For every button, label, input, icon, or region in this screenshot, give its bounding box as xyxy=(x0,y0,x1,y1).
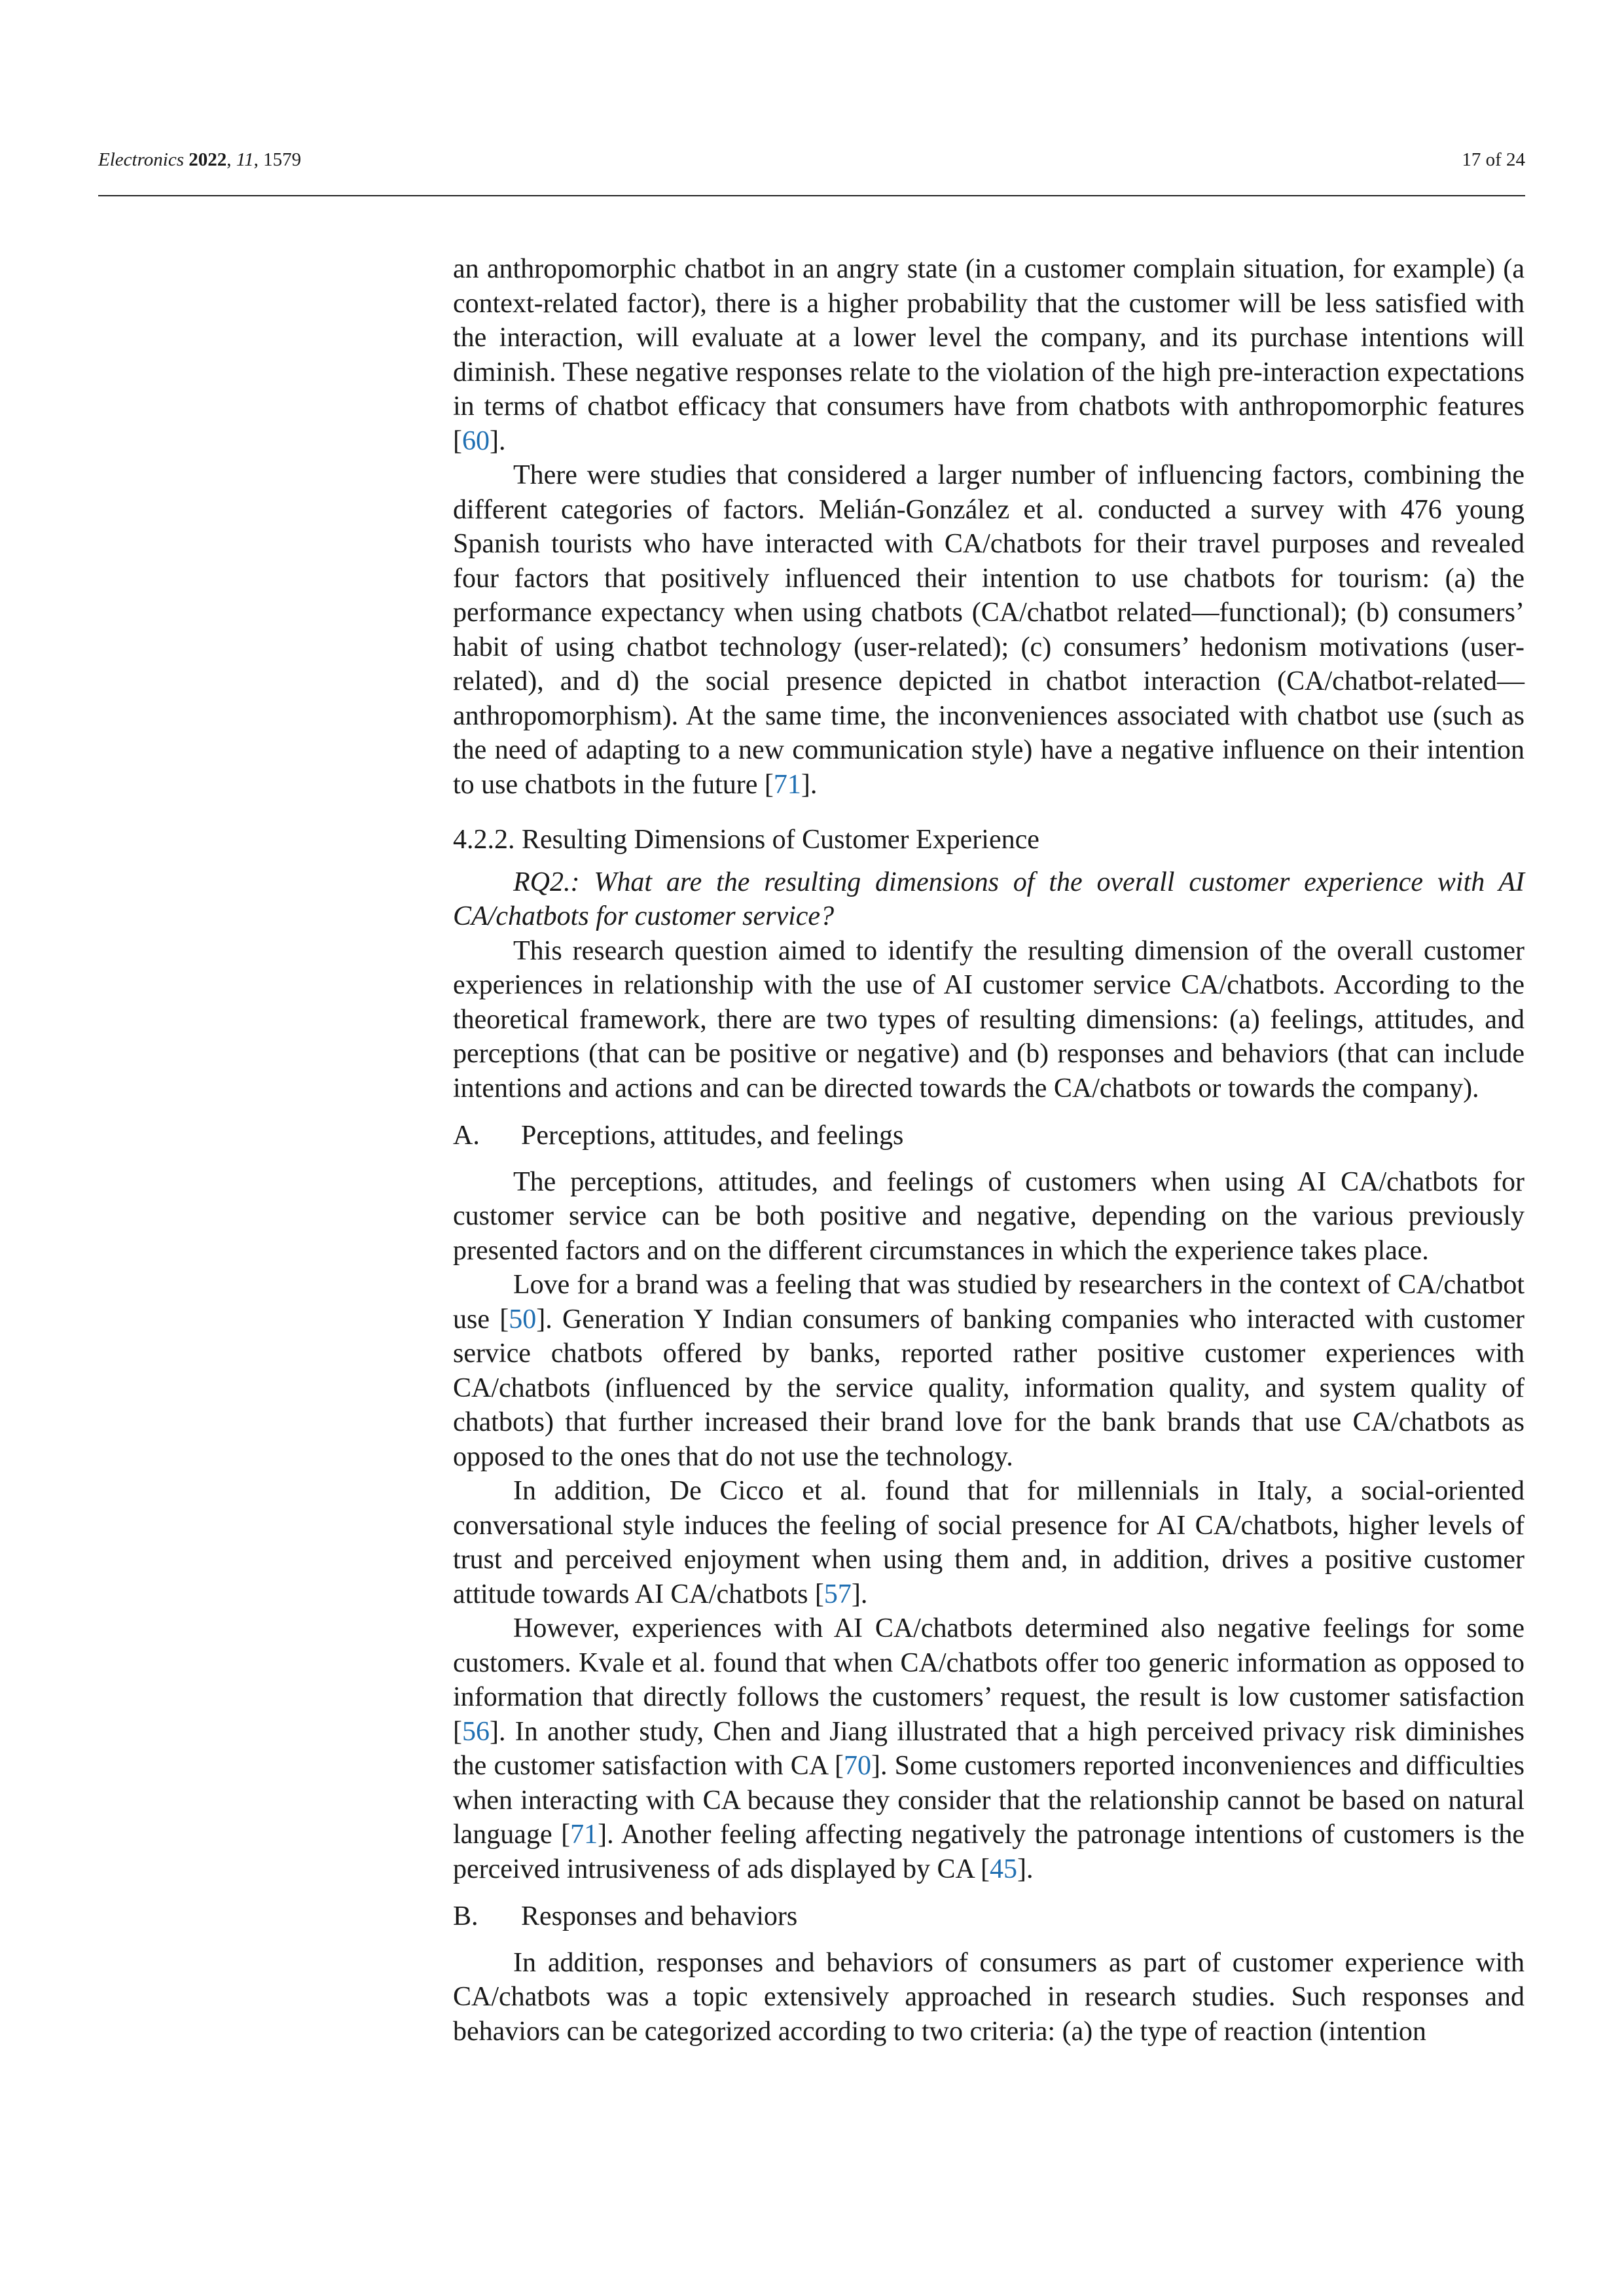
article-number: 1579 xyxy=(263,149,302,170)
page-number: 17 of 24 xyxy=(1462,149,1525,170)
paragraph: Love for a brand was a feeling that was studied by researchers in the context of CA/chatbot use [50]. Generation Y Indian consumers of banking companies who interacted with customer service chatbots offered by banks, reported rather positive customer experiences with CA/chatbots (influenced by the service quality, information quality, and system quality of chatbots) that further increased their brand love for the bank brands that use CA/chatbots as opposed to the ones that do not use the technology. xyxy=(453,1270,1525,1472)
paragraph: This research question aimed to identify the resulting dimension of the overall customer experiences in relationship with the use of AI customer service CA/chatbots. According to the theoretical framework, there are two types of resulting dimensions: (a) feelings, attitudes, and perceptions (that can be positive or negative) and (b) responses and behaviors (that can include intentions and actions and can be directed towards the CA/chatbots or towards the company). xyxy=(453,935,1525,1103)
list-title: Perceptions, attitudes, and feelings xyxy=(521,1121,904,1151)
list-title: Responses and behaviors xyxy=(521,1901,798,1931)
list-item-a xyxy=(453,1119,1525,1153)
journal-volume: 11 xyxy=(236,149,254,170)
citation-link[interactable]: 70 xyxy=(843,1751,871,1781)
running-header xyxy=(98,149,1525,196)
paragraph: There were studies that considered a larger number of influencing factors, combining the different categories of factors. Melián-González et al. conducted a survey with 476 young Spanish tourists who have interacted with CA/chatbots for their travel purposes and revealed four factors that positively influenced their intention to use chatbots for tourism: (a) the performance expectancy when using chatbots (CA/chatbot related—functional); (b) consumers’ habit of using chatbot technology (user-related); (c) consumers’ hedonism motivations (user-related), and d) the social presence depicted in chatbot interaction (CA/chatbot-related—anthropomorphism). At the same time, the inconveniences associated with chatbot use (such as the need of adapting to a new communication style) have a negative influence on their intention to use chatbots in the future [71]. xyxy=(453,460,1525,800)
citation-link[interactable]: 45 xyxy=(989,1854,1017,1884)
list-marker: B. xyxy=(453,1901,478,1931)
list-item-b xyxy=(453,1899,1525,1934)
section-heading: 4.2.2. Resulting Dimensions of Customer Experience xyxy=(453,825,1039,855)
journal-name: Electronics xyxy=(98,149,184,170)
research-question: RQ2.: What are the resulting dimensions of the overall customer experience with AI CA/chatbots for customer service? xyxy=(453,867,1525,931)
body-text xyxy=(453,252,1525,2049)
citation-link[interactable]: 56 xyxy=(462,1716,490,1747)
paragraph: However, experiences with AI CA/chatbots determined also negative feelings for some customers. Kvale et al. found that when CA/chatbots offer too generic information as opposed to information that directly follows the customers’ request, the result is low customer satisfaction [56]. In another study, Chen and Jiang illustrated that a high perceived privacy risk diminishes the customer satisfaction with CA [70]. Some customers reported inconveniences and difficulties when interacting with CA because they consider that the relationship cannot be based on natural language [71]. Another feeling affecting negatively the patronage intentions of customers is the perceived intrusiveness of ads displayed by CA [45]. xyxy=(453,1613,1525,1884)
paragraph: In addition, responses and behaviors of consumers as part of customer experience with CA/chatbots was a topic extensively approached in research studies. Such responses and behaviors can be categorized according to two criteria: (a) the type of reaction (intention xyxy=(453,1947,1525,2047)
citation-link[interactable]: 60 xyxy=(462,425,490,456)
citation-link[interactable]: 71 xyxy=(570,1820,598,1850)
list-marker: A. xyxy=(453,1121,480,1151)
citation-link[interactable]: 57 xyxy=(823,1579,852,1609)
paragraph: an anthropomorphic chatbot in an angry state (in a customer complain situation, for example) (a context-related factor), there is a higher probability that the customer will be less satisfied with the interaction, will evaluate at a lower level the company, and its purchase intentions will diminish. These negative responses relate to the violation of the high pre-interaction expectations in terms of chatbot efficacy that consumers have from chatbots with anthropomorphic features [60]. xyxy=(453,254,1525,456)
paragraph: In addition, De Cicco et al. found that for millennials in Italy, a social-oriented conversational style induces the feeling of social presence for AI CA/chatbots, higher levels of trust and perceived enjoyment when using them and, in addition, drives a positive customer attitude towards AI CA/chatbots [57]. xyxy=(453,1476,1525,1609)
journal-year: 2022 xyxy=(189,149,227,170)
journal-citation: Electronics 2022, 11, 1579 xyxy=(98,149,302,170)
citation-link[interactable]: 71 xyxy=(773,769,801,800)
paragraph: The perceptions, attitudes, and feelings of customers when using AI CA/chatbots for customer service can be both positive and negative, depending on the various previously presented factors and on the different circumstances in which the experience takes place. xyxy=(453,1166,1525,1266)
citation-link[interactable]: 50 xyxy=(509,1304,537,1335)
